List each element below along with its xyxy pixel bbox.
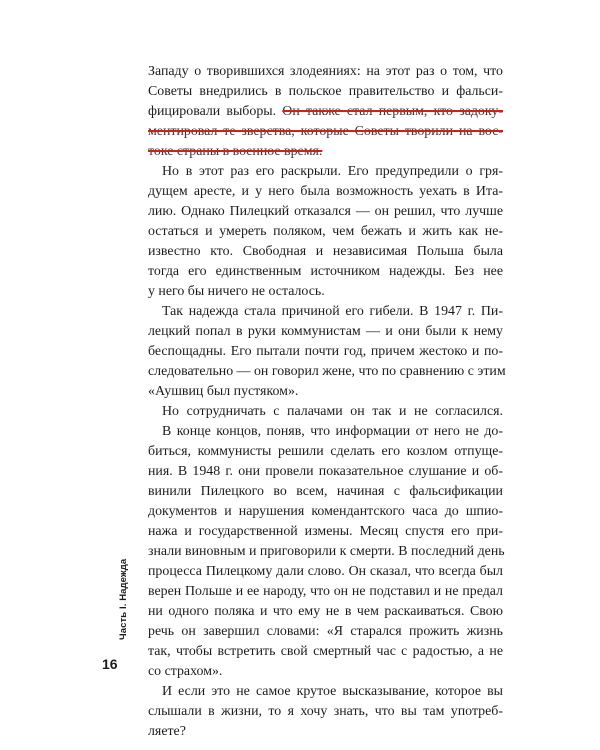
paragraph-first-line: И если это не самое крутое высказывание, которое вы: [162, 684, 503, 699]
struck-text: ментировал те зверства, которые Советы творили на вос-: [148, 124, 503, 139]
text-line: ляете?: [148, 724, 186, 739]
text-line: документов и нарушения комендантского часа до шпио-: [148, 504, 503, 519]
text-line: Западу о творившихся злодеяниях: на этот раз о том, что: [148, 64, 503, 79]
paragraph-first-line: Но в этот раз его раскрыли. Его предупредили о гря-: [162, 164, 503, 179]
text-line: беспощадны. Его пытали почти год, причем жестоко и по-: [148, 344, 503, 359]
text-fragment: фицировали выборы.: [148, 104, 283, 119]
paragraph-first-line: Так надежда стала причиной его гибели. В 1947 г. Пи-: [162, 304, 503, 319]
text-line: винили Пилецкого во всем, начиная с фальсификации: [148, 484, 503, 499]
text-line: «Аушвиц был пустяком».: [148, 384, 299, 399]
text-line: биться, коммунисты решили сделать его козлом отпуще-: [148, 444, 503, 459]
page-number: 16: [102, 656, 118, 672]
text-line: ния. В 1948 г. они провели показательное слушание и об-: [148, 464, 503, 479]
text-line-with-strike: [148, 102, 503, 122]
text-line: со страхом».: [148, 664, 223, 679]
text-line: так, чтобы встретить свой смертный час с радостью, а не: [148, 644, 503, 659]
text-line: следовательно — он говорил жене, что по сравнению с этим: [148, 364, 506, 379]
struck-text: Он также стал первым, кто задоку-: [282, 104, 503, 119]
text-line: дущем аресте, и у него была возможность уехать в Ита-: [148, 184, 503, 199]
text-line: известно кто. Свободная и независимая Польша была: [148, 244, 503, 259]
text-line: тогда его единственным источником надежды. Без нее: [148, 264, 503, 279]
text-line: остаться и умереть поляком, чем бежать и жить как не-: [148, 224, 503, 239]
text-line: лию. Однако Пилецкий отказался — он решил, что лучше: [148, 204, 503, 219]
text-line: ни одного поляка и что ему не в чем раскаиваться. Свою: [148, 604, 503, 619]
text-line: процесса Пилецкому дали слово. Он сказал, что всегда был: [148, 564, 503, 579]
text-line: слышали в жизни, то я хочу знать, что вы там употреб-: [148, 704, 503, 719]
text-line: верен Польше и ее народу, что он не подставил и не предал: [148, 584, 503, 599]
running-head: Часть I. Надежда: [118, 558, 129, 640]
struck-line: [148, 122, 503, 142]
struck-text: токе страны в военное время.: [148, 144, 323, 159]
text-line: знали виновным и приговорили к смерти. В последний день: [148, 544, 505, 559]
body-text: [148, 62, 506, 742]
text-line: лецкий попал в руки коммунистам — и они были к нему: [148, 324, 503, 339]
paragraph-first-line: Но сотрудничать с палачами он так и не согласился.: [162, 404, 503, 419]
paragraph-first-line: В конце концов, поняв, что информации от него не до-: [162, 424, 503, 439]
text-line: речь он завершил словами: «Я старался прожить жизнь: [148, 624, 503, 639]
text-line: нажа и государственной измены. Месяц спустя его при-: [148, 524, 503, 539]
struck-line: [148, 142, 503, 162]
text-line: Советы внедрились в польское правительство и фальси-: [148, 84, 503, 99]
text-line: у него бы ничего не осталось.: [148, 284, 325, 299]
